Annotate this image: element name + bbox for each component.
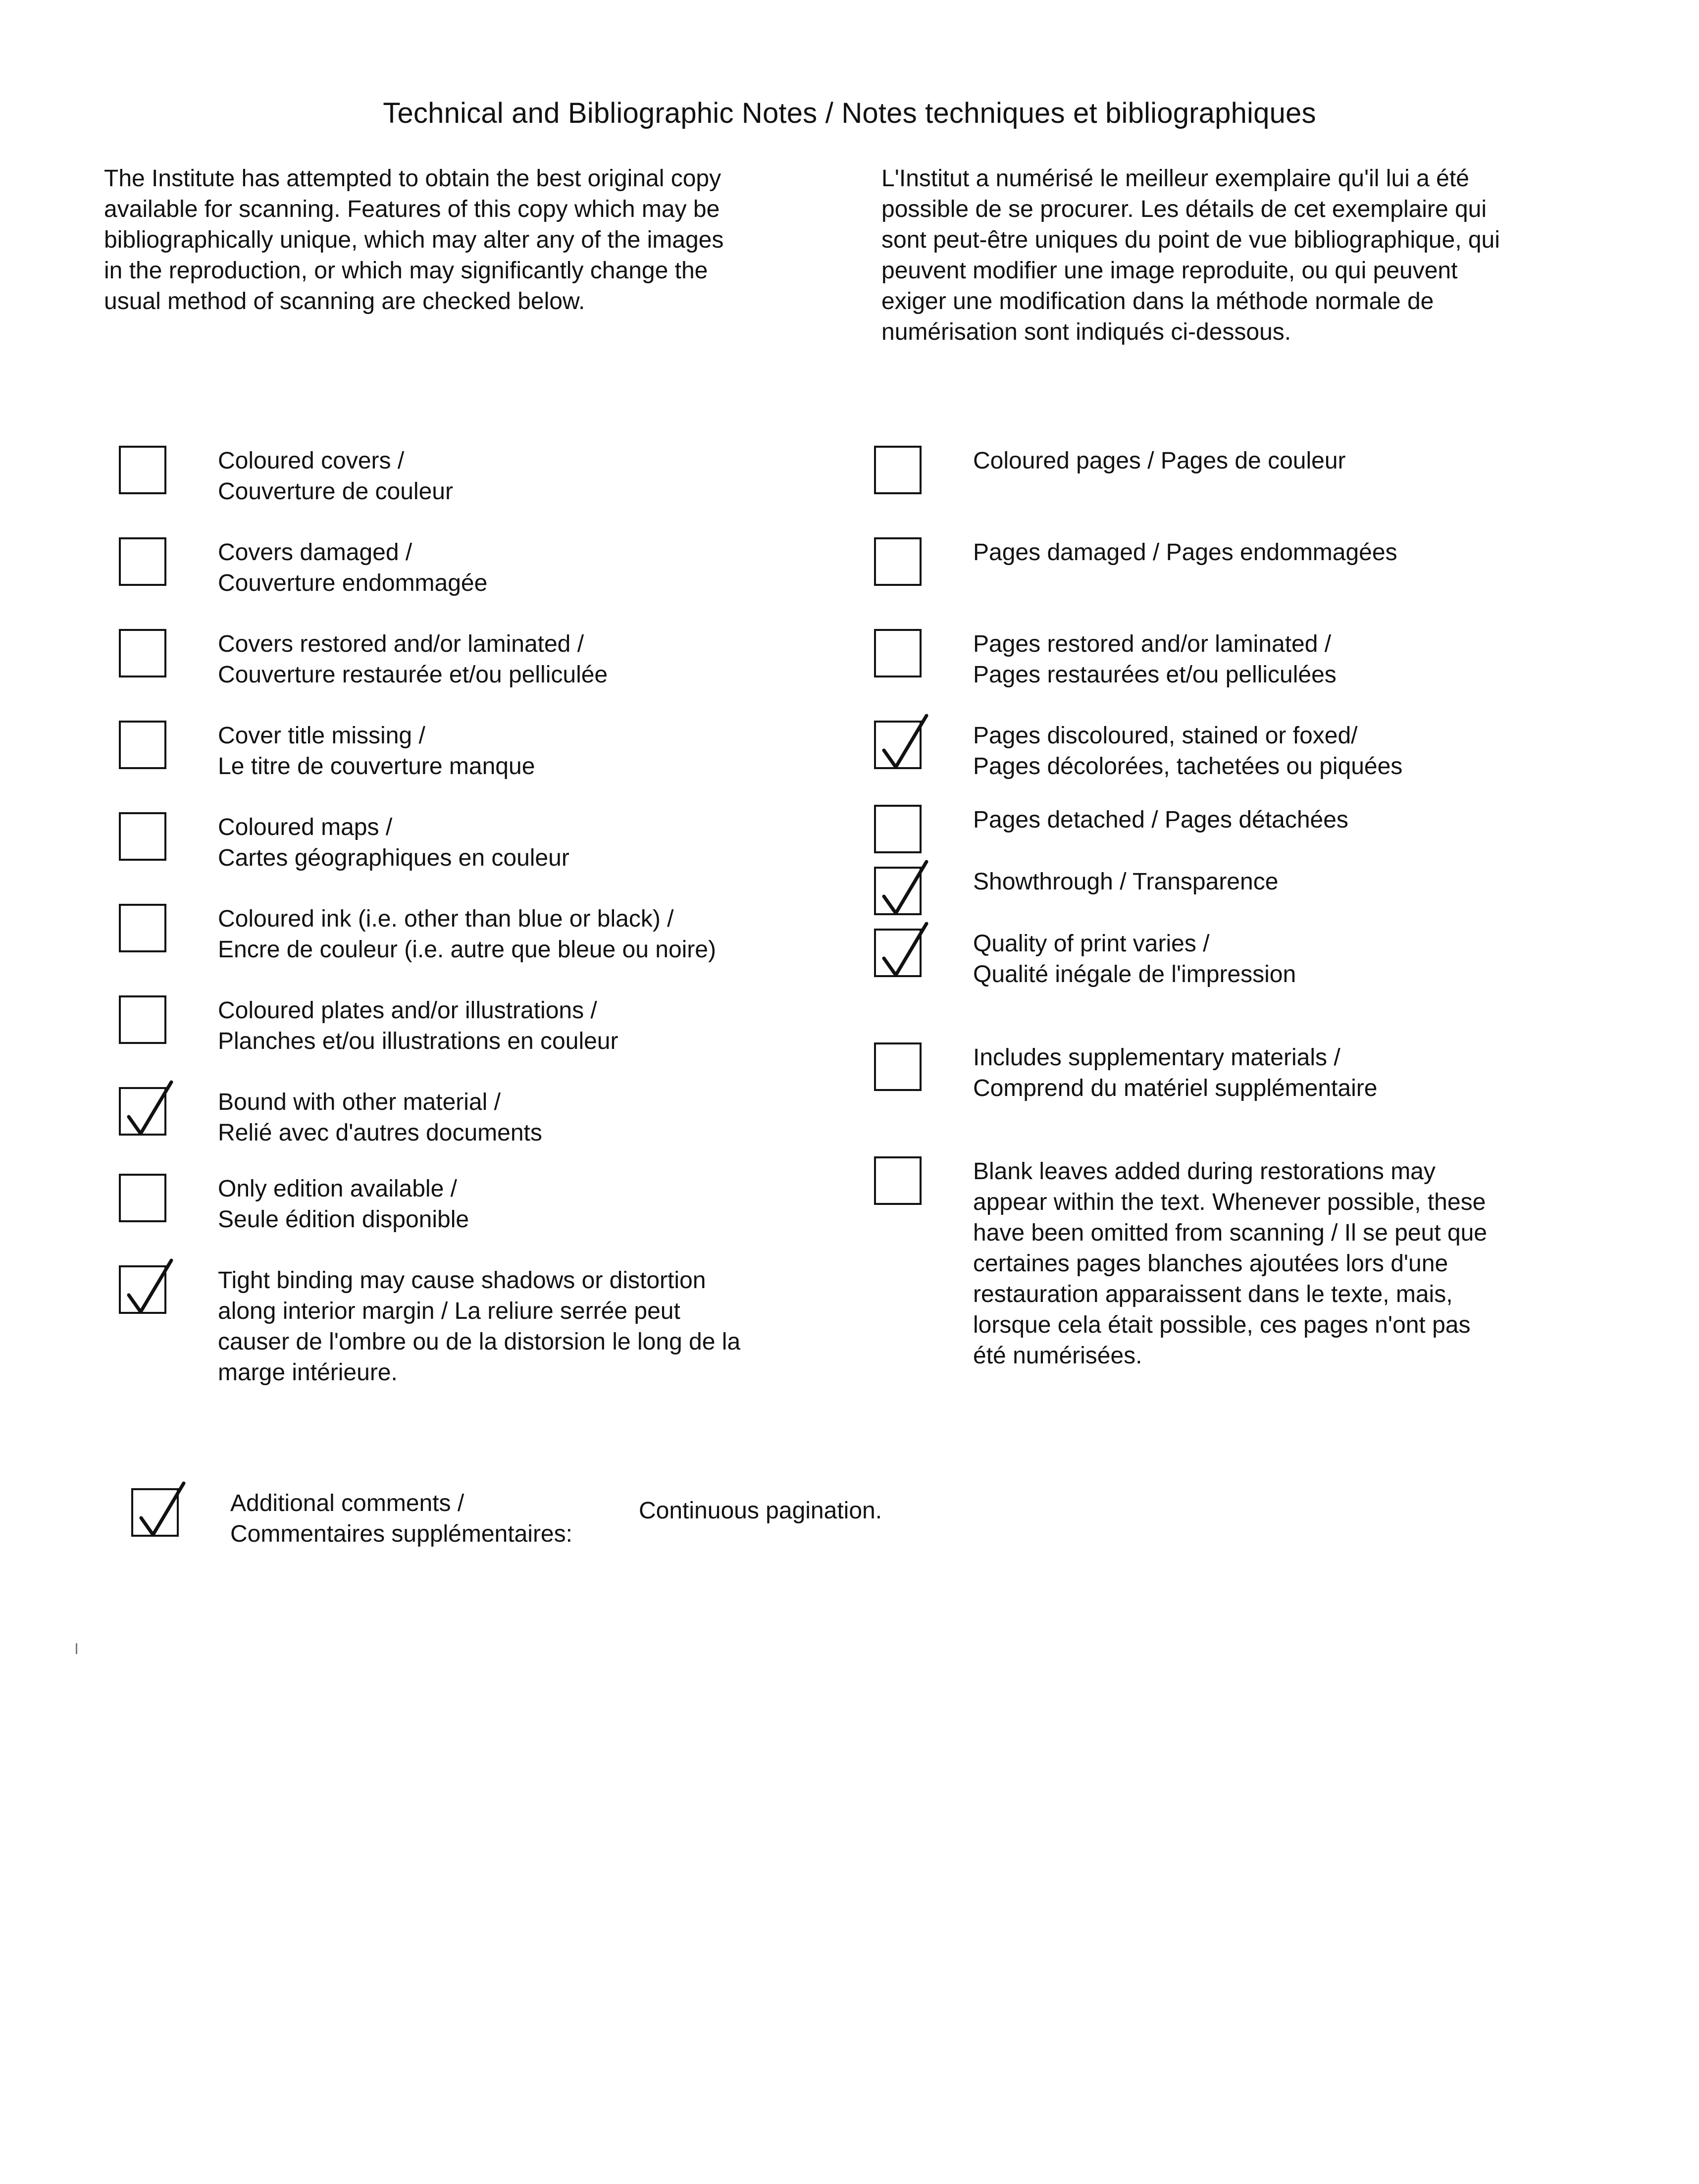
- left-checklist-label: Covers restored and/or laminated / Couverture restaurée et/ou pelliculée: [218, 631, 608, 688]
- right-checklist-checkbox[interactable]: [874, 805, 922, 853]
- right-checklist-checkbox[interactable]: [874, 1042, 922, 1091]
- left-checklist-checkbox[interactable]: [119, 537, 166, 586]
- scan-speck: [76, 1643, 77, 1654]
- additional-comments-label: Additional comments / Commentaires supplémentaires:: [230, 1490, 572, 1547]
- right-checklist-label: Quality of print varies / Qualité inégale de l'impression: [973, 931, 1296, 988]
- left-checklist-checkbox[interactable]: [119, 812, 166, 861]
- right-checklist-checkbox[interactable]: [874, 867, 922, 915]
- right-checklist-label: Blank leaves added during restorations may appear within the text. Whenever possible, these have been omitted from scanning / Il se peut que certaines pages blanches ajoutées lors d'une restauration apparaissent dans le texte, mais, lorsque cela était possible, ces pages n'ont pas été numérisées.: [973, 1158, 1487, 1369]
- left-checklist-checkbox[interactable]: [119, 995, 166, 1044]
- checkmark-icon: [118, 1256, 177, 1321]
- left-checklist-label: Coloured plates and/or illustrations / Planches et/ou illustrations en couleur: [218, 997, 618, 1054]
- left-checklist-label: Bound with other material / Relié avec d'autres documents: [218, 1089, 542, 1146]
- right-checklist-checkbox[interactable]: [874, 721, 922, 769]
- left-checklist-checkbox[interactable]: [119, 629, 166, 677]
- right-checklist-checkbox[interactable]: [874, 629, 922, 677]
- left-checklist-label: Covers damaged / Couverture endommagée: [218, 539, 488, 596]
- left-checklist-checkbox[interactable]: [119, 1087, 166, 1136]
- right-checklist-checkbox[interactable]: [874, 446, 922, 494]
- additional-comments-value: Continuous pagination.: [639, 1498, 882, 1524]
- left-checklist-checkbox[interactable]: [119, 904, 166, 952]
- right-checklist-label: Includes supplementary materials / Comprend du matériel supplémentaire: [973, 1044, 1378, 1101]
- intro-english: The Institute has attempted to obtain the best original copy available for scanning. Features of this copy which may be bibliographically unique, which may alter any of the images in the reproduction, or which may significantly change the usual method of scanning are checked below.: [104, 165, 724, 314]
- checkmark-icon: [873, 920, 932, 984]
- left-checklist-checkbox[interactable]: [119, 721, 166, 769]
- left-checklist-label: Only edition available / Seule édition disponible: [218, 1176, 469, 1233]
- checkmark-icon: [873, 858, 932, 922]
- right-checklist-label: Pages detached / Pages détachées: [973, 807, 1348, 833]
- right-checklist-checkbox[interactable]: [874, 537, 922, 586]
- intro-french: L'Institut a numérisé le meilleur exemplaire qu'il lui a été possible de se procurer. Les détails de cet exemplaire qui sont peut-être uniques du point de vue bibliographique, qui peuvent modifier une image reproduite, ou qui peuvent exiger une modification dans la méthode normale de numérisation sont indiqués ci-dessous.: [881, 165, 1500, 345]
- right-checklist-label: Coloured pages / Pages de couleur: [973, 448, 1346, 474]
- left-checklist-label: Cover title missing / Le titre de couverture manque: [218, 723, 535, 780]
- left-checklist-checkbox[interactable]: [119, 446, 166, 494]
- right-checklist-label: Pages damaged / Pages endommagées: [973, 539, 1397, 566]
- checkmark-icon: [130, 1479, 190, 1544]
- checkmark-icon: [873, 712, 932, 776]
- left-checklist-label: Coloured ink (i.e. other than blue or black) / Encre de couleur (i.e. autre que bleue ou noire): [218, 906, 716, 963]
- right-checklist-label: Pages restored and/or laminated / Pages restaurées et/ou pelliculées: [973, 631, 1337, 688]
- left-checklist-checkbox[interactable]: [119, 1174, 166, 1222]
- left-checklist-label: Coloured covers / Couverture de couleur: [218, 448, 453, 505]
- checkmark-icon: [118, 1078, 177, 1143]
- left-checklist-label: Tight binding may cause shadows or distortion along interior margin / La reliure serrée peut causer de l'ombre ou de la distorsion le long de la marge intérieure.: [218, 1267, 741, 1386]
- left-checklist-checkbox[interactable]: [119, 1265, 166, 1314]
- right-checklist-label: Showthrough / Transparence: [973, 869, 1279, 895]
- additional-comments-checkbox[interactable]: [131, 1488, 179, 1537]
- right-checklist-checkbox[interactable]: [874, 1156, 922, 1205]
- left-checklist-label: Coloured maps / Cartes géographiques en couleur: [218, 814, 569, 871]
- right-checklist-checkbox[interactable]: [874, 929, 922, 977]
- right-checklist-label: Pages discoloured, stained or foxed/ Pages décolorées, tachetées ou piquées: [973, 723, 1403, 780]
- page-title: Technical and Bibliographic Notes / Notes techniques et bibliographiques: [383, 97, 1316, 129]
